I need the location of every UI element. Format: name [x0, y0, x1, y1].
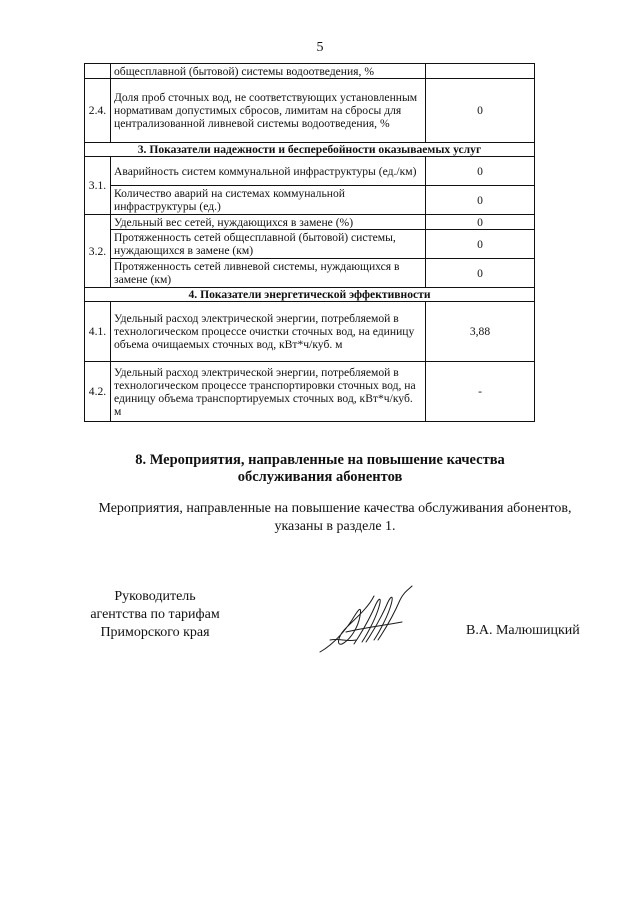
signer-position-line: Приморского края: [100, 625, 210, 640]
row-value: 0: [426, 215, 535, 230]
section-row: [85, 288, 535, 302]
signer-name: В.А. Малюшицкий: [466, 623, 580, 638]
row-value: 0: [426, 230, 535, 259]
row-number: 4.1.: [85, 302, 111, 362]
heading-line: 8. Мероприятия, направленные на повышение качества: [135, 452, 505, 468]
table-row: [85, 302, 535, 362]
signer-position-line: Руководитель: [114, 589, 196, 604]
row-description: Удельный расход электрической энергии, потребляемой в технологическом процессе транспортировки сточных вод, на единицу объема транспортируемых сточных вод, кВт*ч/куб. м: [111, 362, 426, 422]
row-value: 3,88: [426, 302, 535, 362]
row-number: [85, 64, 111, 79]
table-row: [85, 230, 535, 259]
handwritten-signature: [316, 582, 416, 662]
table-row: [85, 186, 535, 215]
table-row: [85, 215, 535, 230]
paragraph-line: указаны в разделе 1.: [274, 519, 396, 534]
row-number: 3.1.: [85, 157, 111, 215]
row-number: 4.2.: [85, 362, 111, 422]
row-value: 0: [426, 259, 535, 288]
signer-position: [70, 588, 240, 642]
paragraph-line: Мероприятия, направленные на повышение качества обслуживания абонентов,: [98, 501, 572, 516]
table-row: [85, 64, 535, 79]
table-row: [85, 79, 535, 143]
row-value: 0: [426, 79, 535, 143]
section-paragraph: [70, 500, 600, 536]
row-value: -: [426, 362, 535, 422]
indicators-table: [84, 63, 535, 422]
row-description: Протяженность сетей ливневой системы, нуждающихся в замене (км): [111, 259, 426, 288]
table-row: [85, 362, 535, 422]
row-value: 0: [426, 157, 535, 186]
section-title: 4. Показатели энергетической эффективности: [85, 288, 535, 302]
row-value: [426, 64, 535, 79]
section-heading: [0, 452, 640, 486]
row-description: Количество аварий на системах коммунальной инфраструктуры (ед.): [111, 186, 426, 215]
row-number: 2.4.: [85, 79, 111, 143]
row-number: 3.2.: [85, 215, 111, 288]
table-row: [85, 157, 535, 186]
row-description: общесплавной (бытовой) системы водоотведения, %: [111, 64, 426, 79]
row-description: Удельный вес сетей, нуждающихся в замене (%): [111, 215, 426, 230]
section-title: 3. Показатели надежности и бесперебойности оказываемых услуг: [85, 143, 535, 157]
row-description: Доля проб сточных вод, не соответствующих установленным нормативам допустимых сбросов, лимитам на сбросы для централизованной ливневой системы водоотведения, %: [111, 79, 426, 143]
row-description: Аварийность систем коммунальной инфраструктуры (ед./км): [111, 157, 426, 186]
row-value: 0: [426, 186, 535, 215]
row-description: Протяженность сетей общесплавной (бытовой) системы, нуждающихся в замене (км): [111, 230, 426, 259]
section-row: [85, 143, 535, 157]
heading-line: обслуживания абонентов: [237, 469, 403, 485]
page-number: 5: [316, 40, 324, 55]
table-row: [85, 259, 535, 288]
row-description: Удельный расход электрической энергии, потребляемой в технологическом процессе очистки сточных вод, на единицу объема очищаемых сточных вод, кВт*ч/куб. м: [111, 302, 426, 362]
signer-position-line: агентства по тарифам: [90, 607, 220, 622]
